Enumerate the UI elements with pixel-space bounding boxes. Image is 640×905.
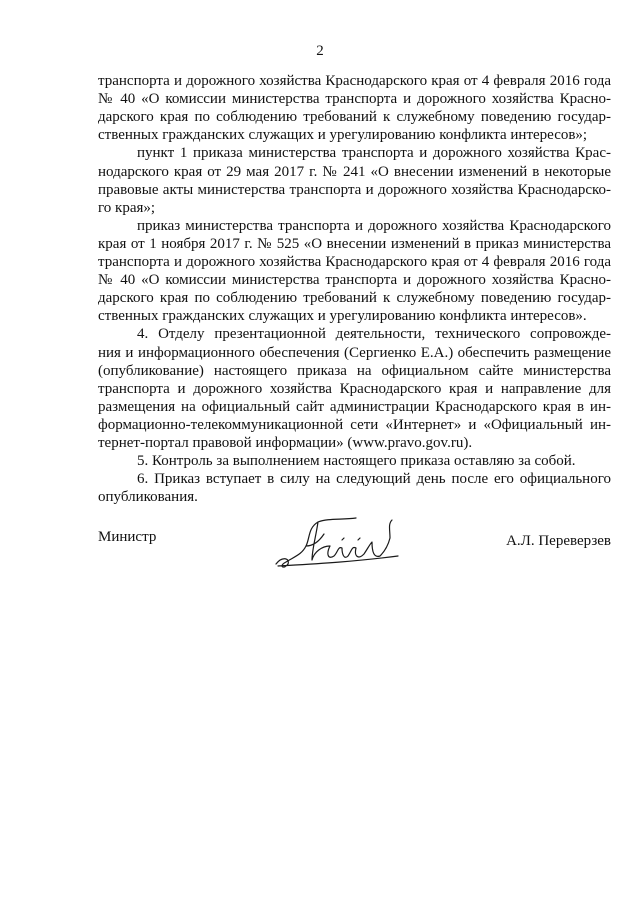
- text-line: го края»;: [98, 199, 156, 216]
- text-line: размещения на официальный сайт администрации Краснодарского края в ин-: [98, 398, 611, 415]
- signature-block: [0, 522, 640, 572]
- text-line: 6. Приказ вступает в силу на следующий день после его официального: [137, 471, 611, 488]
- text-line: края от 1 ноября 2017 г. № 525 «О внесении изменений в приказ министерства: [98, 235, 611, 252]
- text-line: транспорта и дорожного хозяйства Краснодарского края от 4 февраля 2016 года: [98, 73, 611, 89]
- text-line: дарского края по соблюдению требований к служебному поведению государ-: [98, 290, 611, 307]
- text-line: тернет-портал правовой информации» (www.pravo.gov.ru).: [98, 435, 473, 451]
- text-line: 4. Отделу презентационной деятельности, технического сопровожде-: [137, 326, 611, 343]
- text-line: № 40 «О комиссии министерства транспорта и дорожного хозяйства Красно-: [98, 272, 611, 289]
- text-line: ственных гражданских служащих и урегулированию конфликта интересов»;: [98, 127, 588, 144]
- text-line: (опубликование) настоящего приказа на официальном сайте министерства: [98, 362, 611, 379]
- text-line: опубликования.: [98, 489, 198, 506]
- text-line: приказ министерства транспорта и дорожного хозяйства Краснодарского: [137, 217, 611, 234]
- text-line: транспорта и дорожного хозяйства Краснодарского края от 4 февраля 2016 года: [98, 254, 611, 270]
- text-line: формационно-телекоммуникационной сети «Интернет» и «Официальный ин-: [98, 416, 611, 433]
- signatory-title: Министр: [98, 529, 157, 545]
- text-line: транспорта и дорожного хозяйства Краснодарского края и направление для: [98, 380, 611, 397]
- text-line: правовые акты министерства транспорта и дорожного хозяйства Краснодарско-: [98, 181, 611, 198]
- text-line: нодарского края от 29 мая 2017 г. № 241 «О внесении изменений в некоторые: [98, 163, 611, 180]
- handwritten-signature: [272, 516, 407, 570]
- page-number: 2: [316, 43, 324, 59]
- text-line: 5. Контроль за выполнением настоящего приказа оставляю за собой.: [137, 453, 576, 470]
- text-line: дарского края по соблюдению требований к служебному поведению государ-: [98, 109, 611, 126]
- text-line: ния и информационного обеспечения (Сергиенко Е.А.) обеспечить размещение: [98, 344, 611, 361]
- text-line: пункт 1 приказа министерства транспорта и дорожного хозяйства Крас-: [137, 145, 611, 162]
- text-line: № 40 «О комиссии министерства транспорта и дорожного хозяйства Красно-: [98, 91, 611, 108]
- text-line: ственных гражданских служащих и урегулированию конфликта интересов».: [98, 308, 587, 325]
- signatory-name: А.Л. Переверзев: [506, 533, 611, 549]
